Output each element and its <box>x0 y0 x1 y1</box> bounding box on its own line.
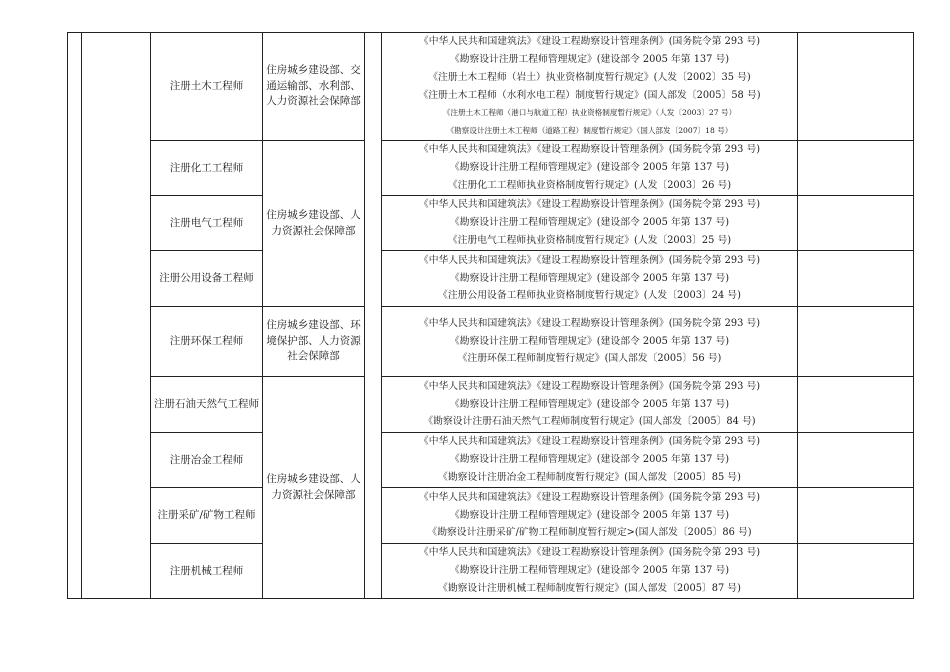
qualification-name: 注册冶金工程师 <box>151 433 263 488</box>
document-line: 《勘察设计注册工程师管理规定》(建设部令 2005 年第 137 号) <box>449 335 730 347</box>
documents-cell <box>382 433 798 488</box>
remarks-cell <box>798 307 914 377</box>
document-line: 《注册公用设备工程师执业资格制度暂行规定》(人发〔2003〕24 号) <box>438 290 741 302</box>
document-line: 《中华人民共和国建筑法》《建设工程勘察设计管理条例》(国务院令第 293 号) <box>418 491 761 503</box>
table-row <box>68 251 914 307</box>
department-cell: 住房城乡建设部、人力资源社会保障部 <box>263 141 365 307</box>
remarks-cell <box>798 544 914 599</box>
document-line: 《中华人民共和国建筑法》《建设工程勘察设计管理条例》(国务院令第 293 号) <box>418 144 761 156</box>
documents-cell <box>382 544 798 599</box>
index-cell <box>68 33 82 599</box>
document-line: 《勘察设计注册采矿/矿物工程师制度暂行规定>(国人部发〔2005〕86 号) <box>427 527 752 539</box>
table-row <box>68 433 914 488</box>
table-row <box>68 196 914 251</box>
qualification-name: 注册电气工程师 <box>151 196 263 251</box>
document-line: 《勘察设计注册石油天然气工程师制度暂行规定》(国人部发〔2005〕84 号) <box>423 416 756 428</box>
document-line: 《勘察设计注册机械工程师制度暂行规定》(国人部发〔2005〕87 号) <box>438 582 741 594</box>
table-row <box>68 307 914 377</box>
document-line: 《注册环保工程师制度暂行规定》(国人部发〔2005〕56 号) <box>457 353 722 365</box>
remarks-cell <box>798 251 914 307</box>
document-line: 《中华人民共和国建筑法》《建设工程勘察设计管理条例》(国务院令第 293 号) <box>418 317 761 329</box>
documents-cell <box>382 251 798 307</box>
qualification-name: 注册石油天然气工程师 <box>151 377 263 433</box>
document-line: 《中华人民共和国建筑法》《建设工程勘察设计管理条例》(国务院令第 293 号) <box>418 380 761 392</box>
qualification-table <box>67 32 914 599</box>
document-line: 《中华人民共和国建筑法》《建设工程勘察设计管理条例》(国务院令第 293 号) <box>418 436 761 448</box>
document-line: 《勘察设计注册工程师管理规定》(建设部令 2005 年第 137 号) <box>449 217 730 229</box>
table-row <box>68 33 914 141</box>
department-cell: 住房城乡建设部、环境保护部、人力资源社会保障部 <box>263 307 365 377</box>
document-line: 《中华人民共和国建筑法》《建设工程勘察设计管理条例》(国务院令第 293 号) <box>418 547 761 559</box>
remarks-cell <box>798 488 914 544</box>
department-cell: 住房城乡建设部、交通运输部、水利部、人力资源社会保障部 <box>263 33 365 141</box>
table-row <box>68 488 914 544</box>
document-line: 《注册化工工程师执业资格制度暂行规定》(人发〔2003〕26 号) <box>447 179 732 191</box>
document-line: 《勘察设计注册工程师管理规定》(建设部令 2005 年第 137 号) <box>449 454 730 466</box>
document-line: 《勘察设计注册土木工程师（道路工程）制度暂行规定》（国人部发〔2007〕18 号） <box>446 126 733 136</box>
blank-column-cell <box>365 33 382 599</box>
document-line: 《注册土木工程师（岩土）执业资格制度暂行规定》(人发〔2002〕35 号) <box>428 71 751 83</box>
qualification-name: 注册化工工程师 <box>151 141 263 196</box>
qualification-name: 注册采矿/矿物工程师 <box>151 488 263 544</box>
documents-cell <box>382 33 798 141</box>
remarks-cell <box>798 433 914 488</box>
qualification-name: 注册公用设备工程师 <box>151 251 263 307</box>
remarks-cell <box>798 196 914 251</box>
document-line: 《中华人民共和国建筑法》《建设工程勘察设计管理条例》(国务院令第 293 号) <box>418 254 761 266</box>
document-line: 《勘察设计注册工程师管理规定》(建设部令 2005 年第 137 号) <box>449 565 730 577</box>
documents-cell <box>382 488 798 544</box>
document-line: 《注册土木工程师（水利水电工程）制度暂行规定》(国人部发〔2005〕58 号) <box>418 89 761 101</box>
department-cell: 住房城乡建设部、人力资源社会保障部 <box>263 377 365 599</box>
document-line: 《注册电气工程师执业资格制度暂行规定》(人发〔2003〕25 号) <box>447 234 732 246</box>
qualification-name: 注册机械工程师 <box>151 544 263 599</box>
table-row <box>68 544 914 599</box>
document-line: 《勘察设计注册工程师管理规定》(建设部令 2005 年第 137 号) <box>449 162 730 174</box>
remarks-cell <box>798 377 914 433</box>
table-row <box>68 141 914 196</box>
document-line: 《勘察设计注册工程师管理规定》(建设部令 2005 年第 137 号) <box>449 398 730 410</box>
documents-cell <box>382 307 798 377</box>
qualification-name: 注册环保工程师 <box>151 307 263 377</box>
document-line: 《勘察设计注册工程师管理规定》(建设部令 2005 年第 137 号) <box>449 53 730 65</box>
document-line: 《勘察设计注册工程师管理规定》(建设部令 2005 年第 137 号) <box>449 272 730 284</box>
document-line: 《勘察设计注册工程师管理规定》(建设部令 2005 年第 137 号) <box>449 509 730 521</box>
category-cell <box>82 33 151 599</box>
documents-cell <box>382 141 798 196</box>
qualification-name: 注册土木工程师 <box>151 33 263 141</box>
table-row <box>68 377 914 433</box>
documents-cell <box>382 377 798 433</box>
document-line: 《中华人民共和国建筑法》《建设工程勘察设计管理条例》(国务院令第 293 号) <box>418 36 761 48</box>
document-line: 《注册土木工程师（港口与航道工程）执业资格制度暂行规定》（人发〔2003〕27 号） <box>442 108 737 118</box>
document-line: 《勘察设计注册冶金工程师制度暂行规定》(国人部发〔2005〕85 号) <box>438 471 741 483</box>
remarks-cell <box>798 33 914 141</box>
document-line: 《中华人民共和国建筑法》《建设工程勘察设计管理条例》(国务院令第 293 号) <box>418 199 761 211</box>
documents-cell <box>382 196 798 251</box>
remarks-cell <box>798 141 914 196</box>
